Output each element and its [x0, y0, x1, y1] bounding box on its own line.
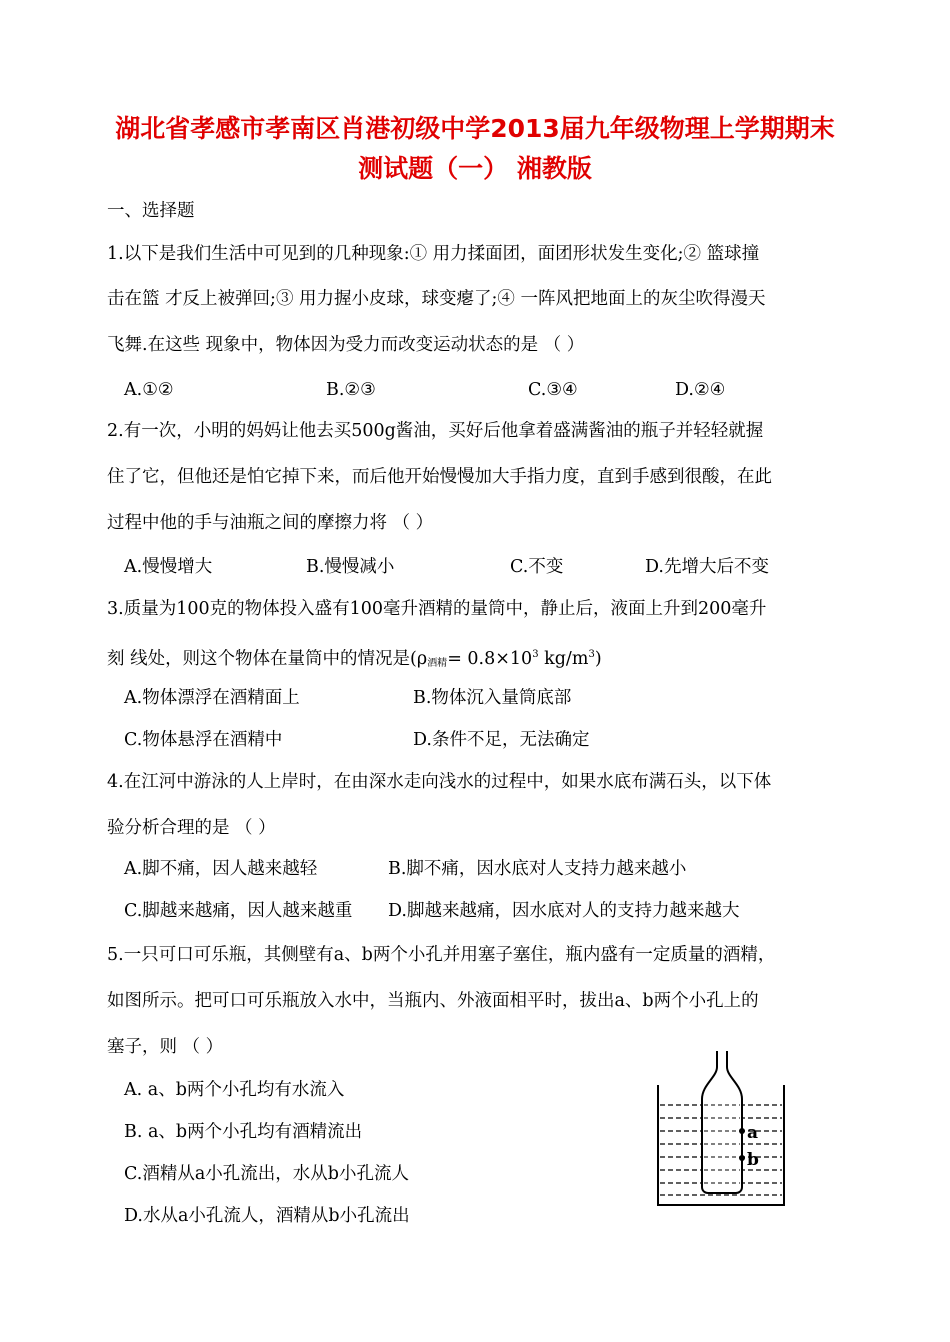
q4-line-2: 验分析合理的是 （ ）	[107, 818, 276, 838]
q1-option-b: B.②③	[326, 380, 376, 400]
section-heading: 一、选择题	[107, 201, 195, 221]
q5-line-1: 5.一只可口可乐瓶，其侧壁有a、b两个小孔并用塞子塞住，瓶内盛有一定质量的酒精，	[107, 945, 776, 965]
q5-option-d: D.水从a小孔流人，酒精从b小孔流出	[124, 1206, 410, 1226]
q2-option-d: D.先增大后不变	[645, 557, 769, 577]
q1-option-c: C.③④	[528, 380, 578, 400]
exponent: 3	[532, 649, 539, 660]
q1-line-1: 1.以下是我们生活中可见到的几种现象:① 用力揉面团，面团形状发生变化;② 篮球撞	[107, 244, 760, 264]
label-b: b	[747, 1150, 759, 1170]
q5-line-2: 如图所示。把可口可乐瓶放入水中，当瓶内、外液面相平时，拔出a、b两个小孔上的	[107, 991, 759, 1011]
q1-option-d: D.②④	[675, 380, 726, 400]
q2-line-2: 住了它，但他还是怕它掉下来，而后他开始慢慢加大手指力度，直到手感到很酸，在此	[107, 467, 772, 487]
q4-option-d: D.脚越来越痛，因水底对人的支持力越来越大	[388, 901, 740, 921]
q3-line-2-text: 刻 线处，则这个物体在量筒中的情况是(ρ	[107, 649, 428, 669]
q4-option-c: C.脚越来越痛，因人越来越重	[124, 901, 353, 921]
rho-subscript: 酒精	[427, 658, 448, 669]
unit-exponent: 3	[588, 649, 595, 660]
bottle-outline	[702, 1051, 742, 1193]
q1-line-2: 击在篮 才反上被弹回;③ 用力握小皮球，球变瘪了;④ 一阵风把地面上的灰尘吹得漫天	[107, 289, 766, 309]
hole-b	[739, 1155, 745, 1161]
q5-option-a: A. a、b两个小孔均有水流入	[124, 1080, 345, 1100]
q4-option-b: B.脚不痛，因水底对人支持力越来越小	[388, 859, 687, 879]
q2-option-b: B.慢慢减小	[306, 557, 395, 577]
q3-option-b: B.物体沉入量筒底部	[413, 688, 572, 708]
q3-close-paren: )	[594, 649, 602, 669]
q2-line-1: 2.有一次，小明的妈妈让他去买500g酱油，买好后他拿着盛满酱油的瓶子并轻轻就握	[107, 421, 764, 441]
q5-option-b: B. a、b两个小孔均有酒精流出	[124, 1122, 363, 1142]
title-line-1: 湖北省孝感市孝南区肖港初级中学2013届九年级物理上学期期末	[115, 114, 835, 143]
q2-option-c: C.不变	[510, 557, 564, 577]
q4-option-a: A.脚不痛，因人越来越轻	[124, 859, 318, 879]
q3-density-value: = 0.8×10	[447, 649, 533, 669]
q3-option-c: C.物体悬浮在酒精中	[124, 730, 283, 750]
q3-option-a: A.物体漂浮在酒精面上	[124, 688, 300, 708]
bottle-in-water-figure	[650, 1045, 792, 1215]
label-a: a	[747, 1123, 759, 1143]
q4-line-1: 4.在江河中游泳的人上岸时，在由深水走向浅水的过程中，如果水底布满石头，以下体	[107, 772, 772, 792]
q3-density-unit: kg/m	[538, 649, 589, 669]
q3-line-2	[107, 643, 602, 676]
q5-line-3: 塞子，则 （ ）	[107, 1037, 224, 1057]
q3-option-d: D.条件不足，无法确定	[413, 730, 590, 750]
title-line-2: 测试题（一） 湘教版	[358, 154, 592, 183]
q2-option-a: A.慢慢增大	[124, 557, 213, 577]
q3-line-1: 3.质量为100克的物体投入盛有100毫升酒精的量筒中，静止后，液面上升到200毫升	[107, 599, 767, 619]
hole-a	[739, 1128, 745, 1134]
q1-option-a: A.①②	[124, 380, 174, 400]
q2-line-3: 过程中他的手与油瓶之间的摩擦力将 （ ）	[107, 513, 434, 533]
q5-option-c: C.酒精从a小孔流出，水从b小孔流人	[124, 1164, 409, 1184]
q1-line-3: 飞舞.在这些 现象中，物体因为受力而改变运动状态的是 （ ）	[107, 335, 585, 355]
